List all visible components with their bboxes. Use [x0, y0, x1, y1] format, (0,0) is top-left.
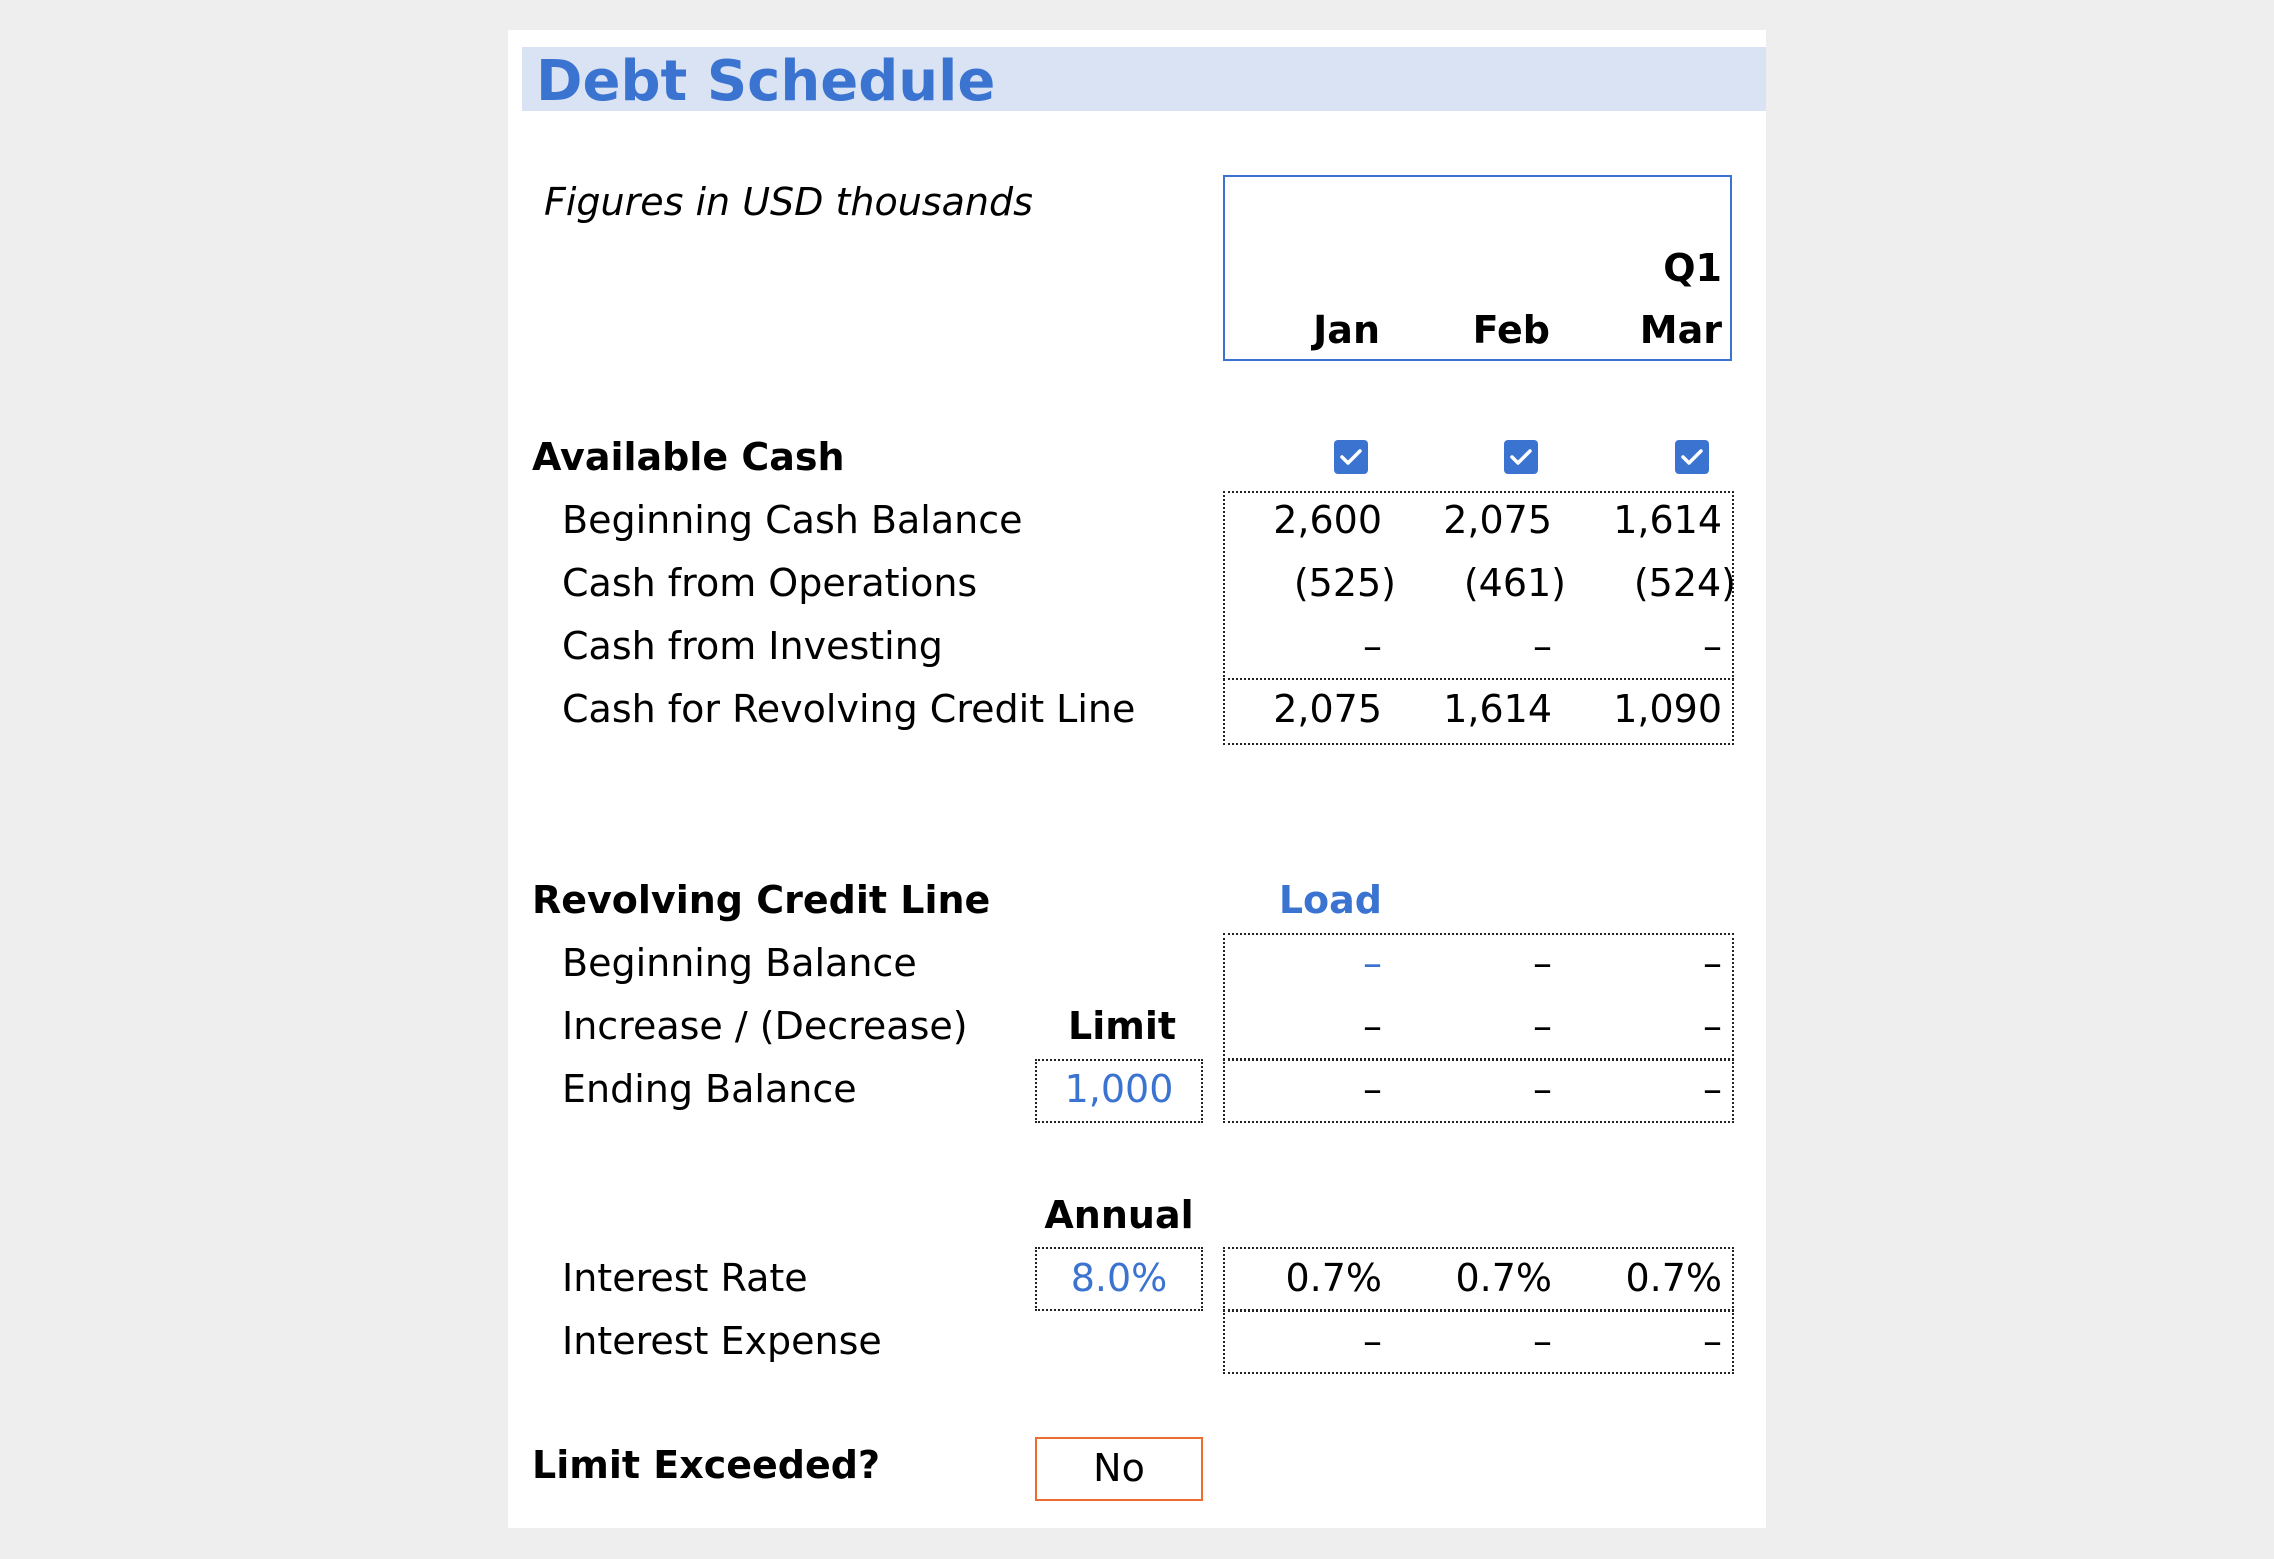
cell-cash-investing-jan[interactable]: – [1363, 624, 1382, 668]
section-revolving-credit-line: Revolving Credit Line [532, 878, 991, 922]
month-header-jan: Jan [1313, 308, 1380, 352]
cell-ending-balance-jan[interactable]: – [1363, 1067, 1382, 1111]
cell-beginning-balance-mar[interactable]: – [1703, 941, 1722, 985]
cell-beginning-cash-jan[interactable]: 2,600 [1273, 498, 1382, 542]
row-label-beginning-balance: Beginning Balance [562, 941, 917, 985]
check-icon [1334, 440, 1368, 474]
cell-increase-jan[interactable]: – [1363, 1004, 1382, 1048]
row-label-cash-from-investing: Cash from Investing [562, 624, 943, 668]
cell-beginning-cash-mar[interactable]: 1,614 [1613, 498, 1722, 542]
cell-beginning-balance-jan[interactable]: – [1363, 941, 1382, 985]
row-label-interest-rate: Interest Rate [562, 1256, 808, 1300]
cell-cash-investing-feb[interactable]: – [1533, 624, 1552, 668]
section-available-cash: Available Cash [532, 435, 845, 479]
check-icon [1504, 440, 1538, 474]
annual-label: Annual [1044, 1193, 1194, 1237]
cell-beginning-balance-feb[interactable]: – [1533, 941, 1552, 985]
cell-rate-feb[interactable]: 0.7% [1455, 1256, 1552, 1300]
row-label-interest-expense: Interest Expense [562, 1319, 882, 1363]
row-label-cash-from-operations: Cash from Operations [562, 561, 978, 605]
cell-increase-mar[interactable]: – [1703, 1004, 1722, 1048]
debt-schedule-sheet [508, 30, 1766, 1528]
month-header-feb: Feb [1472, 308, 1550, 352]
limit-exceeded-label: Limit Exceeded? [532, 1443, 881, 1487]
subtotal-divider [1223, 678, 1734, 680]
units-note: Figures in USD thousands [544, 180, 1033, 224]
load-link[interactable]: Load [1278, 878, 1382, 922]
cell-cash-revolver-mar[interactable]: 1,090 [1613, 687, 1722, 731]
row-label-beginning-cash: Beginning Cash Balance [562, 498, 1023, 542]
row-label-ending-balance: Ending Balance [562, 1067, 857, 1111]
cell-interest-expense-mar[interactable]: – [1703, 1319, 1722, 1363]
page-title: Debt Schedule [536, 49, 996, 114]
cell-increase-feb[interactable]: – [1533, 1004, 1552, 1048]
cell-cash-revolver-jan[interactable]: 2,075 [1273, 687, 1382, 731]
checkbox-feb[interactable] [1504, 440, 1538, 474]
row-label-increase-decrease: Increase / (Decrease) [562, 1004, 968, 1048]
cell-cash-ops-feb[interactable]: (461) [1463, 561, 1566, 605]
checkbox-jan[interactable] [1334, 440, 1368, 474]
limit-label: Limit [1068, 1004, 1177, 1048]
cell-rate-jan[interactable]: 0.7% [1285, 1256, 1382, 1300]
cell-ending-balance-mar[interactable]: – [1703, 1067, 1722, 1111]
cell-beginning-cash-feb[interactable]: 2,075 [1443, 498, 1552, 542]
check-icon [1675, 440, 1709, 474]
cell-interest-expense-jan[interactable]: – [1363, 1319, 1382, 1363]
cell-cash-ops-mar[interactable]: (524) [1633, 561, 1736, 605]
month-header-mar: Mar [1639, 308, 1722, 352]
quarter-label: Q1 [1663, 246, 1722, 290]
row-label-cash-for-revolver: Cash for Revolving Credit Line [562, 687, 1136, 731]
limit-exceeded-flag[interactable]: No [1035, 1437, 1203, 1501]
cell-cash-investing-mar[interactable]: – [1703, 624, 1722, 668]
cell-ending-balance-feb[interactable]: – [1533, 1067, 1552, 1111]
limit-input[interactable]: 1,000 [1064, 1067, 1174, 1111]
checkbox-mar[interactable] [1675, 440, 1709, 474]
annual-rate-input[interactable]: 8.0% [1070, 1256, 1168, 1300]
cell-cash-ops-jan[interactable]: (525) [1293, 561, 1396, 605]
cell-interest-expense-feb[interactable]: – [1533, 1319, 1552, 1363]
cell-cash-revolver-feb[interactable]: 1,614 [1443, 687, 1552, 731]
cell-rate-mar[interactable]: 0.7% [1625, 1256, 1722, 1300]
